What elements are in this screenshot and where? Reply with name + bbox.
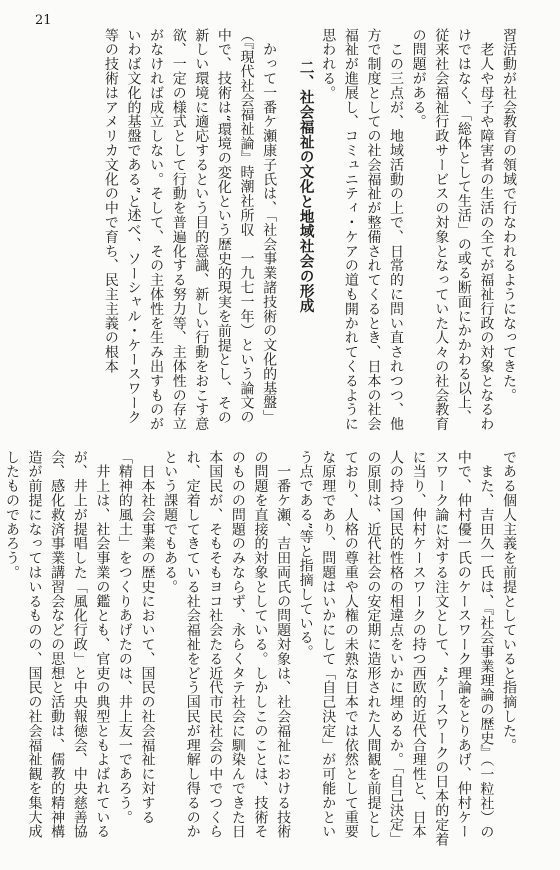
- body-paragraph: 一番ケ瀬、吉田両氏の問題対象は、社会福祉における技術の問題を直接的対象としている。しかしこのことは、技術そのものの問題のみならず、永らくタテ社会に馴染んできた日本国民が、そもそもヨコ社会たる近代市民社会の中でつくられ、定着してきている社会福祉をどう国民が理解し得るのかという課題でもある。: [162, 450, 292, 839]
- lower-text-block: [3, 450, 520, 850]
- body-paragraph: である個人主義を前提としていると指摘した。: [501, 450, 517, 753]
- body-paragraph: 日本社会事業の歴史において、国民の社会福祉に対する「精神的風土」をつくりあげたのは、井上友一であろう。: [116, 450, 156, 825]
- section-heading: 二、社会福祉の文化と地域社会の形成: [297, 59, 314, 314]
- page-number: 21: [35, 13, 52, 28]
- body-paragraph: 井上は、社会事業の鑑とも、官吏の典型ともよばれているが、井上が提唱した「風化行政」と中央報徳会、中央慈善協会、感化救済事業講習会などの思想と活動は、儒教的精神構造が前提になってはいるものの、国民の社会福祉観を集大成したものであろう。: [3, 450, 111, 839]
- body-paragraph: かって一番ケ瀬康子氏は、「社会事業諸技術の文化的基盤」（『現代社会福祉論』時潮社所収 一九七一年）という論文の中で、技術は“環境の変化という歴史的現実を前提とし、その新しい環境に適応するという目的意識、新しい行動をおこす意欲、一定の様式として行動を普遍化する努力等、主体性の存立がなければ成立しない。そして、その主体性を生み出すものがいわば文化的基盤である”と述べ、ソーシャル・ケースワーク等の技術はアメリカ文化の中で育ち、民主主義の根本: [102, 28, 278, 432]
- upper-text-block: [50, 28, 520, 432]
- body-paragraph: 老人や母子や障害者の生活の全てが福祉行政の対象となるわけではなく、「総体として生活」の或る断面にかかわる以上、従来社会福祉行政サービスの対象となっていた人々の社会教育の問題がある。: [410, 28, 495, 432]
- body-paragraph: この三点が、地域活動の上で、日常的に問い直されつつ、他方で制度としての社会福祉が整備されてくるとき、日本の社会福祉が進展し、コミュニティ・ケアの道も開かれてくるように思われる。: [320, 28, 405, 432]
- body-paragraph: 習活動が社会教育の領域で行なわれるようになってきた。: [501, 28, 517, 403]
- body-paragraph: また、吉田久一氏は、『社会事業理論の歴史』（一粒社）の中で、仲村優一氏のケースワーク理論をとりあげ、仲村ケースワーク論に対する注文として、“ケースワークの日本的定着に当り、仲村ケースワークの持つ西欧的近代合理性と、日本人の持つ国民的性格の相違点をいかに埋めるか。「自己決定」の原則は、近代社会の安定期に造形された人間観を前提としており、人格の尊重や人権の未熟な日本では依然として重要な原理であり、問題はいかにして「自己決定」が可能かという点である”等と指摘している。: [297, 450, 495, 847]
